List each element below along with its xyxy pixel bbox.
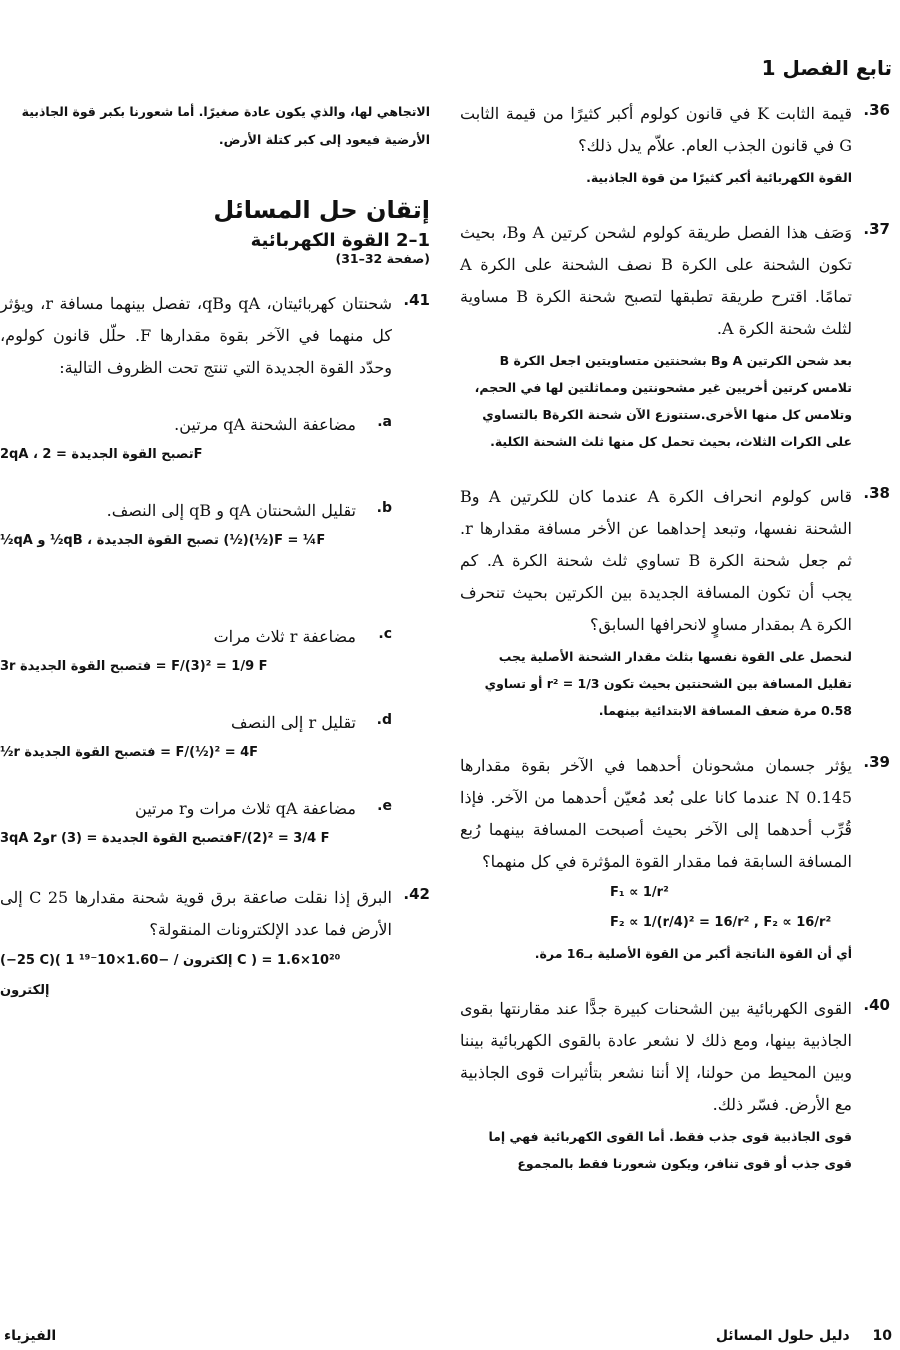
subquestion-label: a. (377, 414, 392, 430)
subquestion-label: e. (377, 798, 392, 814)
subquestion-a (0, 410, 392, 470)
answer-text: لنحصل على القوة نفسها بثلث مقدار الشحنة الأصلية يجب تقليل المسافة بين الشحنتين بحيث تكون r² = 1/3 أو تساوي 0.58 مرة ضعف المسافة الابتدائية بينهما. (484, 649, 852, 718)
page-number: 10 (872, 1328, 892, 1344)
answer-text: بعد شحن الكرتين A وB بشحنتين متساويتين اجعل الكرة B تلامس كرتين أخريين غير مشحونتين ومماثلتين لها في الحجم، وتلامس كل منها الأخرى.ستتوزع الآن شحنة الكرةB بالتساوي على الكرات الثلاث، بحيث تحمل كل منها ثلث الشحنة الكلية. (474, 353, 852, 449)
subquestion-text: مضاعفة الشحنة qA مرتين. (174, 415, 356, 434)
question-text: القوى الكهربائية بين الشحنات كبيرة جدًّا عند مقارنتها بقوى الجاذبية بينها، ومع ذلك لا نشعر عادة بالقوى الكهربائية بيننا وبين المحيط من حولنا، إلا أننا نشعر بتأثيرات قوى الجاذبية مع الأرض. فسّر ذلك. (460, 999, 852, 1114)
page-footer-right (716, 1328, 892, 1344)
question-42 (0, 882, 430, 1006)
subquestion-label: b. (376, 500, 392, 516)
question-38 (460, 481, 890, 724)
question-text: شحنتان كهربائيتان، qA وqB، تفصل بينهما مسافة r، ويؤثر كل منهما في الآخر بقوة مقدارها F. حلّل قانون كولوم، وحدّد القوة الجديدة التي تنتج تحت الظروف التالية: (0, 294, 393, 377)
question-number: 36. (863, 101, 890, 119)
question-number: 39. (863, 753, 890, 771)
question-37 (460, 217, 890, 455)
subsection-title: 1–2 القوة الكهربائية (250, 230, 430, 251)
subquestion-text: تقليل الشحنتان qA و qB إلى النصف. (106, 501, 356, 520)
subquestion-c (0, 622, 392, 682)
subquestion-e (0, 794, 392, 854)
subquestion-text: مضاعفة qA ثلاث مرات وr مرتين (135, 799, 356, 818)
book-title: دليل حلول المسائل (715, 1328, 850, 1344)
continued-answer: الاتجاهي لها، والذي يكون عادة صغيرًا. أما شعورنا بكبر قوة الجاذبية الأرضية فيعود إلى كبر كتلة الأرض. (21, 104, 430, 147)
question-text: يؤثر جسمان مشحونان أحدهما في الآخر بقوة مقدارها 0.145 N عندما كانا على بُعد مُعيّن أحدهما من الآخر. فإذا قُرِّب أحدهما إلى الآخر بحيث أصبحت المسافة بينهما رُبع المسافة السابقة فما مقدار القوة المؤثرة في كل منهما؟ (460, 756, 853, 871)
answer-text: أي أن القوة الناتجة أكبر من القوة الأصلية بـ16 مرة. (534, 946, 852, 961)
question-number: 41. (403, 291, 430, 309)
question-number: 40. (863, 996, 890, 1014)
question-text: قيمة الثابت K في قانون كولوم أكبر كثيرًا من قيمة الثابت G في قانون الجذب العام. علاّم يدل ذلك؟ (460, 104, 852, 155)
subject-label: الفيزياء (4, 1328, 57, 1344)
subquestion-b (0, 496, 392, 556)
question-40 (460, 993, 890, 1177)
formula-line: F₂ ∝ 1/(r/4)² = 16/r² , F₂ ∝ 16/r² (610, 915, 832, 930)
question-41 (0, 288, 430, 384)
subquestion-label: d. (376, 712, 392, 728)
question-number: 37. (863, 220, 890, 238)
right-column (460, 98, 890, 1203)
page-reference: (صفحة 32–31) (335, 251, 430, 266)
formula-line: F₁ ∝ 1/r² (610, 885, 669, 900)
chapter-header: تابع الفصل 1 (761, 56, 892, 80)
subquestion-answer: ½qA و ½qB ، تصبح القوة الجديدة (½)(½)F = ¼F (0, 533, 326, 548)
left-column (0, 98, 430, 1032)
question-text: البرق إذا نقلت صاعقة برق قوية شحنة مقدارها 25 C إلى الأرض فما عدد الإلكترونات المنقولة؟ (0, 888, 393, 939)
subquestion-d (0, 708, 392, 768)
question-text: قاس كولوم انحراف الكرة A عندما كان للكرتين A وB الشحنة نفسها، وتبعد إحداهما عن الأخر مسافة مقدارها r. ثم جعل شحنة الكرة B تساوي ثلث شحنة الكرة A. كم يجب أن تكون المسافة الجديدة بين الكرتين بحيث تنحرف الكرة A بمقدار مساوٍ لانحرافها السابق؟ (460, 487, 853, 634)
subquestion-answer: 3qA و2r فتصبح القوة الجديدة = (3)F/(2)² = 3/4 F (0, 831, 330, 846)
subquestion-answer: ½r فتصبح القوة الجديدة = F/(½)² = 4F (0, 745, 259, 760)
answer-text: قوى الجاذبية قوى جذب فقط. أما القوى الكهربائية فهي إما قوى جذب أو قوى تنافر، ويكون شعورنا فقط بالمجموع (488, 1129, 852, 1171)
answer-formula: (−25 C)( 1 إلكترون / −1.60×10⁻¹⁹ C ) = 1.6×10²⁰ إلكترون (0, 953, 341, 998)
question-number: 38. (863, 484, 890, 502)
subquestion-answer: 3r فتصبح القوة الجديدة = F/(3)² = 1/9 F (0, 659, 268, 674)
question-39 (460, 750, 890, 967)
subquestion-label: c. (378, 626, 392, 642)
question-text: وَصَف هذا الفصل طريقة كولوم لشحن كرتين A وB، بحيث تكون الشحنة على الكرة B نصف الشحنة على الكرة A تمامًا. اقترح طريقة تطبقها لتصبح شحنة الكرة B مساوية لثلث شحنة الكرة A. (460, 223, 853, 338)
answer-text: القوة الكهربائية أكبر كثيرًا من قوة الجاذبية. (586, 170, 852, 185)
question-36 (460, 98, 890, 191)
section-title: إتقان حل المسائل (213, 196, 430, 224)
question-number: 42. (403, 885, 430, 903)
subquestion-answer: 2qA ، تصبح القوة الجديدة = 2F (0, 447, 203, 462)
subquestion-text: تقليل r إلى النصف (231, 713, 356, 732)
subquestion-text: مضاعفة r ثلاث مرات (213, 627, 356, 646)
